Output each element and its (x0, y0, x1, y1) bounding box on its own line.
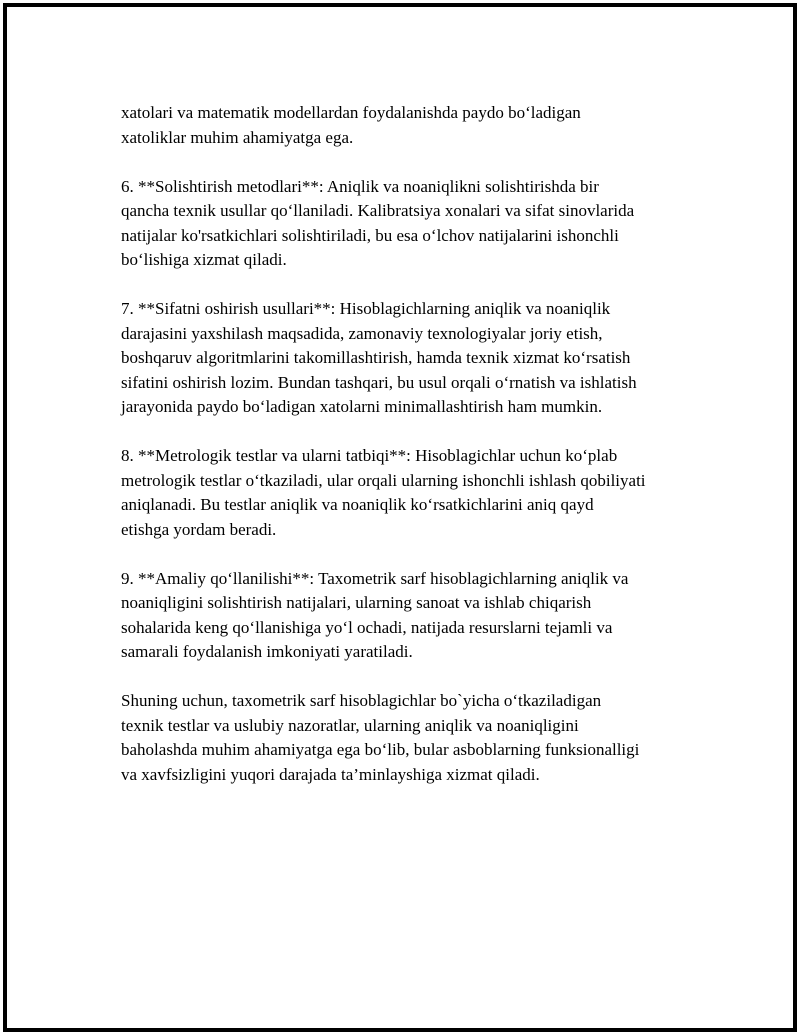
text-line: natijalar ko'rsatkichlari solishtiriladi, bu esa o‘lchov natijalarini ishonchli (121, 225, 619, 245)
text-line: 8. **Metrologik testlar va ularni tatbiqi**: Hisoblagichlar uchun ko‘plab (121, 446, 618, 465)
text-line: 6. **Solishtirish metodlari**: Aniqlik va noaniqlikni solishtirishda bir (121, 176, 599, 196)
paragraph-item-8 (121, 444, 701, 542)
paragraph-conclusion (121, 689, 701, 787)
page-frame (3, 3, 797, 1032)
paragraph-item-9 (121, 567, 701, 665)
paragraph-continuation (121, 101, 701, 150)
text-line: boshqaruv algoritmlarini takomillashtirish, hamda texnik xizmat ko‘rsatish (121, 348, 631, 367)
text-line: 7. **Sifatni oshirish usullari**: Hisoblagichlarning aniqlik va noaniqlik (121, 299, 611, 318)
text-line: xatolari va matematik modellardan foydalanishda paydo bo‘ladigan (121, 103, 581, 122)
text-line: bo‘lishiga xizmat qiladi. (121, 250, 287, 269)
text-line: aniqlanadi. Bu testlar aniqlik va noaniqlik ko‘rsatkichlarini aniq qayd (121, 495, 594, 514)
text-line: jarayonida paydo bo‘ladigan xatolarni minimallashtirish ham mumkin. (121, 397, 603, 416)
paragraph-item-6 (121, 175, 701, 273)
text-line: baholashda muhim ahamiyatga ega bo‘lib, bular asboblarning funksionalligi (121, 740, 640, 759)
text-line: noaniqligini solishtirish natijalari, ularning sanoat va ishlab chiqarish (121, 593, 592, 612)
text-line: sifatini oshirish lozim. Bundan tashqari, bu usul orqali o‘rnatish va ishlatish (121, 372, 637, 392)
text-line: darajasini yaxshilash maqsadida, zamonaviy texnologiyalar joriy etish, (121, 323, 603, 343)
text-line: Shuning uchun, taxometrik sarf hisoblagichlar bo`yicha o‘tkaziladigan (121, 691, 602, 710)
text-line: xatoliklar muhim ahamiyatga ega. (121, 127, 354, 147)
text-line: etishga yordam beradi. (121, 519, 277, 539)
text-line: 9. **Amaliy qo‘llanilishi**: Taxometrik sarf hisoblagichlarning aniqlik va (121, 568, 629, 588)
text-line: sohalarida keng qo‘llanishiga yo‘l ochadi, natijada resurslarni tejamli va (121, 617, 613, 637)
paragraph-item-7 (121, 297, 701, 420)
document-body (121, 101, 701, 812)
text-line: va xavfsizligini yuqori darajada ta’minlayshiga xizmat qiladi. (121, 764, 540, 784)
text-line: samarali foydalanish imkoniyati yaratiladi. (121, 642, 413, 661)
text-line: metrologik testlar o‘tkaziladi, ular orqali ularning ishonchli ishlash qobiliyati (121, 470, 646, 490)
text-line: texnik testlar va uslubiy nazoratlar, ularning aniqlik va noaniqligini (121, 715, 579, 735)
text-line: qancha texnik usullar qo‘llaniladi. Kalibratsiya xonalari va sifat sinovlarida (121, 201, 635, 220)
